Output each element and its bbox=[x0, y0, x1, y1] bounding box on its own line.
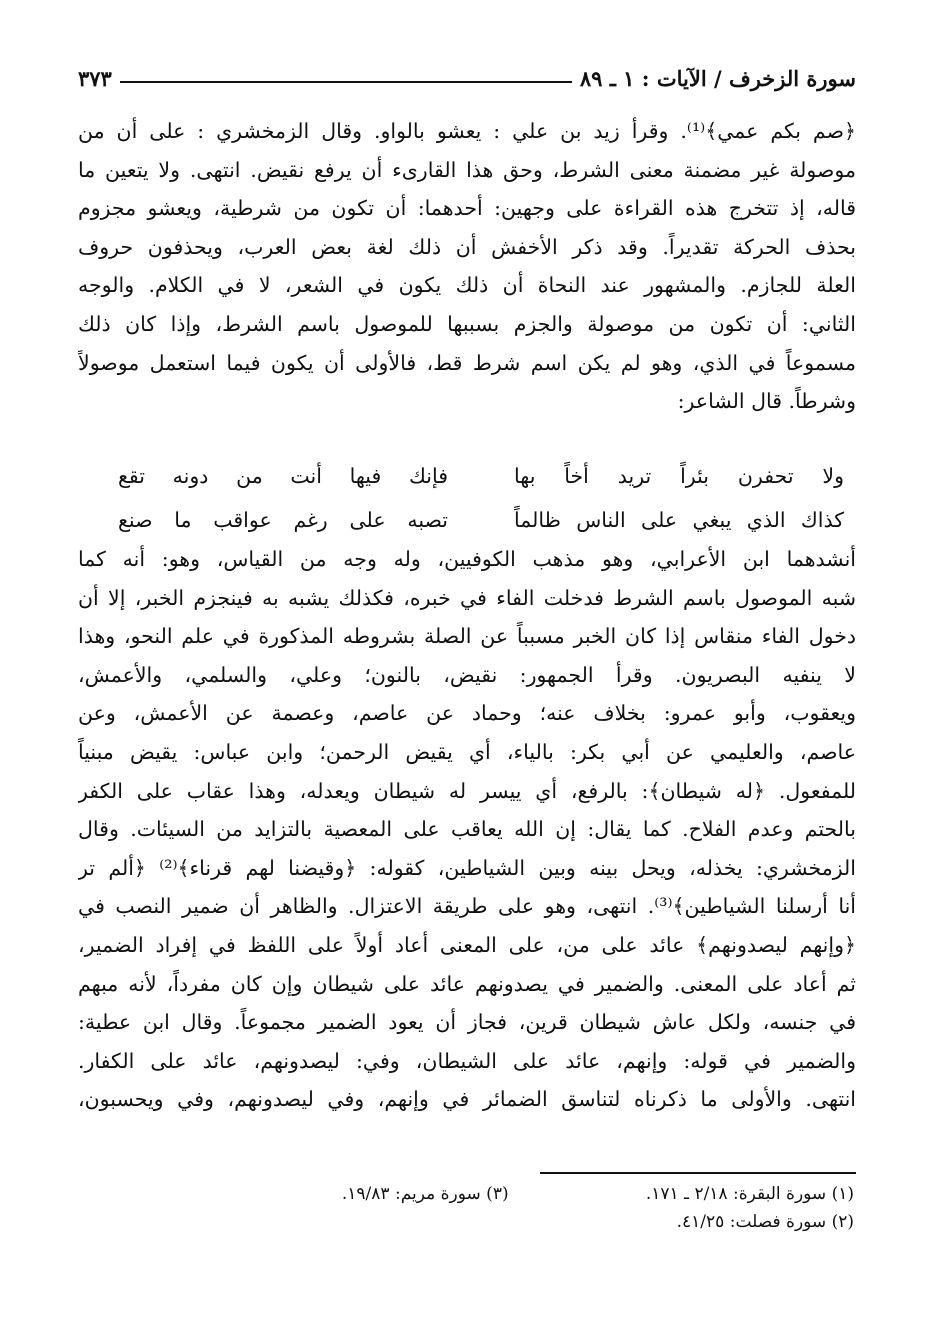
page-number: ٣٧٣ bbox=[78, 65, 112, 91]
text-line: مسموعاً في الذي، وهو لم يكن اسم شرط قط، فالأولى أن يكون فيما استعمل موصولاً bbox=[78, 350, 856, 375]
verse-first-hemistich: ولا تحفرن بئراً تريد أخاً بها bbox=[514, 464, 844, 488]
text-line: بالحتم وعدم الفلاح. كما يقال: إن الله يعاقب على المعصية بالتزايد من السيئات. وقال bbox=[78, 817, 856, 842]
footnote-row bbox=[78, 1208, 854, 1236]
text-line: للمفعول. ﴿له شيطان﴾: بالرفع، أي ييسر له شيطان ويعدله، وهذا عقاب على الكفر bbox=[78, 778, 856, 803]
footnote-3: (٣) سورة مريم: ١٩/٨٣. bbox=[341, 1184, 509, 1204]
text-line: في جنسه، ولكل عاش شيطان قرين، فجاز أن يعود الضمير مجموعاً. وقال ابن عطية: bbox=[78, 1010, 856, 1035]
text-line: أنشدهما ابن الأعرابي، وهو مذهب الكوفيين، وله وجه من القياس، وهو: أنه كما bbox=[78, 547, 856, 571]
running-title: سورة الزخرف / الآيات : ١ ـ ٨٩ bbox=[579, 65, 856, 91]
verse-first-hemistich: كذاك الذي يبغي على الناس ظالماً bbox=[514, 508, 844, 532]
body-paragraph-1 bbox=[78, 112, 856, 421]
body-paragraph-2 bbox=[78, 540, 856, 1119]
header-rule bbox=[120, 81, 572, 83]
text-line: موصولة غير مضمنة معنى الشرط، وحق هذا القارىء أن يرفع نقيض. انتهى. ولا يتعين ما bbox=[78, 157, 856, 182]
text-line: بحذف الحركة تقديراً. وقد ذكر الأخفش أن ذلك لغة بعض العرب، ويحذفون حروف bbox=[78, 234, 856, 259]
verse-second-hemistich: تصبه على رغم عواقب ما صنع bbox=[118, 508, 448, 532]
text-line: شبه الموصول باسم الشرط فدخلت الفاء في خبره، فكذلك يشبه به فينجزم الخبر، إلا أن bbox=[78, 585, 856, 610]
page-header bbox=[78, 62, 856, 94]
text-line: أنا أرسلنا الشياطين﴾⁽³⁾. انتهى، وهو على طريقة الاعتزال. والظاهر أن ضمير النصب في bbox=[78, 894, 856, 919]
footnote-1: (١) سورة البقرة: ٢/١٨ ـ ١٧١. bbox=[645, 1184, 854, 1204]
verse bbox=[78, 498, 856, 542]
text-line: العلة للجازم. والمشهور عند النحاة أن ذلك يكون في الشعر، لا في الكلام. والوجه bbox=[78, 273, 856, 298]
text-line: الزمخشري: يخذله، ويحل بينه وبين الشياطين، كقوله: ﴿وقيضنا لهم قرناء﴾⁽²⁾ ﴿ألم تر bbox=[78, 855, 856, 880]
footnote-separator bbox=[540, 1172, 856, 1174]
text-line: والضمير في قوله: وإنهم، عائد على الشيطان، وفي: ليصدونهم، عائد على الكفار. bbox=[78, 1048, 856, 1073]
footnote-2: (٢) سورة فصلت: ٤١/٢٥. bbox=[676, 1212, 854, 1232]
text-line: الثاني: أن تكون من موصولة والجزم بسببها للموصول باسم الشرط، وإذا كان ذلك bbox=[78, 311, 856, 336]
text-line: قاله، إذ تتخرج هذه القراءة على وجهين: أحدهما: أن تكون من شرطية، ويعشو مجزوم bbox=[78, 196, 856, 221]
verse bbox=[78, 454, 856, 498]
footnotes bbox=[78, 1180, 854, 1236]
text-line: ﴿صم بكم عمي﴾⁽¹⁾. وقرأ زيد بن علي : يعشو بالواو. وقال الزمخشري : على أن من bbox=[78, 119, 856, 143]
text-line: عاصم، والعليمي عن أبي بكر: بالياء، أي يقيض الرحمن؛ وابن عباس: يقيض مبنياً bbox=[78, 739, 856, 764]
text-line: دخول الفاء منقاس إذا كان الخبر مسبباً عن الصلة بشروطه المذكورة في علم النحو، وهذا bbox=[78, 624, 856, 649]
text-line: ﴿وإنهم ليصدونهم﴾ عائد على من، على المعنى أعاد أولاً على اللفظ في إفراد الضمير، bbox=[78, 932, 856, 957]
poem-verses bbox=[78, 454, 856, 542]
text-line: لا ينفيه البصريون. وقرأ الجمهور: نقيض، بالنون؛ وعلي، والسلمي، والأعمش، bbox=[78, 662, 856, 687]
text-line: ثم أعاد على المعنى. والضمير في يصدونهم عائد على شيطان وإن كان مفرداً، لأنه مبهم bbox=[78, 971, 856, 996]
footnote-row bbox=[78, 1180, 854, 1208]
verse-second-hemistich: فإنك فيها أنت من دونه تقع bbox=[118, 464, 448, 488]
text-line: انتهى. والأولى ما ذكرناه لتناسق الضمائر في وإنهم، وفي ليصدونهم، وفي ويحسبون، bbox=[78, 1087, 856, 1112]
text-line: وشرطاً. قال الشاعر: bbox=[677, 389, 856, 414]
text-line: ويعقوب، وأبو عمرو: بخلاف عنه؛ وحماد عن عاصم، وعصمة عن الأعمش، وعن bbox=[78, 701, 856, 726]
